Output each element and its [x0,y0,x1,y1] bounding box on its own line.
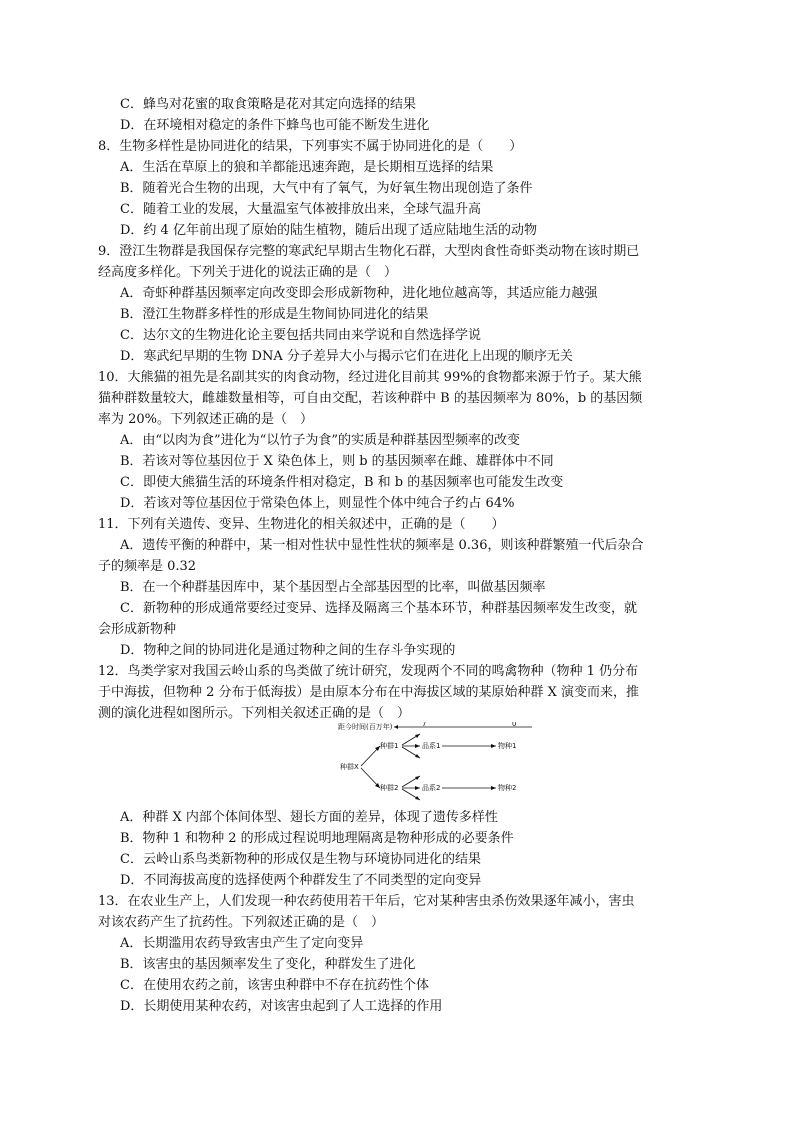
q11-option-d: D．物种之间的协同进化是通过物种之间的生存斗争实现的 [120,643,456,658]
q11-option-a-line2: 子的频率是 0.32 [98,559,197,574]
q8-stem: 8．生物多样性是协同进化的结果，下列事实不属于协同进化的是（ ） [98,139,523,154]
evolution-diagram [336,722,536,806]
q9-option-a: A．奇虾种群基因频率定向改变即会形成新物种，进化地位越高等，其适应能力越强 [120,286,598,301]
q12-stem-line2: 于中海拔，但物种 2 分布于低海拔）是由原本分布在中海拔区域的某原始种群 X 演变而来，推 [98,685,640,700]
q9-option-c: C．达尔文的生物进化论主要包括共同由来学说和自然选择学说 [120,328,481,343]
q10-option-c: C．即使大熊猫生活的环境条件相对稳定，B 和 b 的基因频率也可能发生改变 [120,475,564,490]
strain-2-label: 品系2 [422,784,441,792]
q10-option-d: D．若该对等位基因位于常染色体上，则显性个体中纯合子约占 64% [120,496,515,511]
q11-option-c-line1: C．新物种的形成通常要经过变异、选择及隔离三个基本环节，种群基因频率发生改变，就 [120,601,637,616]
q10-stem-line2: 猫种群数量较大，雌雄数量相等，可自由交配，若该种群中 B 的基因频率为 80%，b 的基因频 [98,391,643,406]
population-x-label: 种群X [340,763,359,771]
q8-option-a: A．生活在草原上的狼和羊都能迅速奔跑，是长期相互选择的结果 [120,160,494,175]
q12-option-c: C．云岭山系鸟类新物种的形成仅是生物与环境协同进化的结果 [120,852,481,867]
population-1-label: 种群1 [380,742,399,750]
q8-option-d: D．约 4 亿年前出现了原始的陆生植物，随后出现了适应陆地生活的动物 [120,223,537,238]
q11-stem: 11．下列有关遗传、变异、生物进化的相关叙述中，正确的是（ ） [98,517,505,532]
time-axis-label: 距今时间(百万年) [338,723,393,731]
q10-stem-line3: 率为 20%。下列叙述正确的是（ ） [98,412,314,427]
q13-stem-line1: 13．在农业生产上，人们发现一种农药使用若干年后，它对某种害虫杀伤效果逐年减小，害虫 [98,894,635,909]
q9-option-b: B．澄江生物群多样性的形成是生物间协同进化的结果 [120,307,429,322]
q12-stem-line3: 测的演化进程如图所示。下列相关叙述正确的是（ ） [98,706,411,721]
q10-stem-line1: 10．大熊猫的祖先是名副其实的肉食动物，经过进化目前其 99%的食物都来源于竹子。某大熊 [98,370,642,385]
species-2-label: 物种2 [498,784,517,792]
strain-1-label: 品系1 [422,742,441,750]
q9-stem-line2: 经高度多样化。下列关于进化的说法正确的是（ ） [98,265,398,280]
q10-option-b: B．若该对等位基因位于 X 染色体上，则 b 的基因频率在雌、雄群体中不同 [120,454,554,469]
q8-option-b: B．随着光合生物的出现，大气中有了氧气，为好氧生物出现创造了条件 [120,181,533,196]
q7-option-c: C．蜂鸟对花蜜的取食策略是花对其定向选择的结果 [120,97,416,112]
q13-stem-line2: 对该农药产生了抗药性。下列叙述正确的是（ ） [98,915,385,930]
q11-option-c-line2: 会形成新物种 [98,622,177,637]
q12-stem-line1: 12．鸟类学家对我国云岭山系的鸟类做了统计研究，发现两个不同的鸣禽物种（物种 1 仍分布 [98,664,639,679]
q9-option-d: D．寒武纪早期的生物 DNA 分子差异大小与揭示它们在进化上出现的顺序无关 [120,349,573,364]
time-tick-7: 7 [422,722,427,728]
q7-option-d: D．在环境相对稳定的条件下蜂鸟也可能不断发生进化 [120,118,430,133]
q13-option-a: A．长期滥用农药导致害虫产生了定向变异 [120,936,364,951]
q8-option-c: C．随着工业的发展，大量温室气体被排放出来，全球气温升高 [120,202,481,217]
q9-stem-line1: 9．澄江生物群是我国保存完整的寒武纪早期古生物化石群，大型肉食性奇虾类动物在该时期已 [98,244,640,259]
q13-option-d: D．长期使用某种农药，对该害虫起到了人工选择的作用 [120,999,443,1014]
q12-option-d: D．不同海拔高度的选择使两个种群发生了不同类型的定向变异 [120,873,482,888]
species-1-label: 物种1 [498,742,517,750]
q11-option-a-line1: A．遗传平衡的种群中，某一相对性状中显性性状的频率是 0.36，则该种群繁殖一代后杂合 [120,538,644,553]
q11-option-b: B．在一个种群基因库中，某个基因型占全部基因型的比率，叫做基因频率 [120,580,546,595]
q10-option-a: A．由“以肉为食”进化为“以竹子为食”的实质是种群基因型频率的改变 [120,433,520,448]
q12-option-a: A．种群 X 内部个体间体型、翅长方面的差异，体现了遗传多样性 [120,810,498,825]
q12-option-b: B．物种 1 和物种 2 的形成过程说明地理隔离是物种形成的必要条件 [120,831,514,846]
q13-option-c: C．在使用农药之前，该害虫种群中不存在抗药性个体 [120,978,429,993]
q13-option-b: B．该害虫的基因频率发生了变化，种群发生了进化 [120,957,416,972]
time-axis-arrowhead [394,725,398,729]
time-tick-0: 0 [512,722,517,728]
population-2-label: 种群2 [380,784,399,792]
